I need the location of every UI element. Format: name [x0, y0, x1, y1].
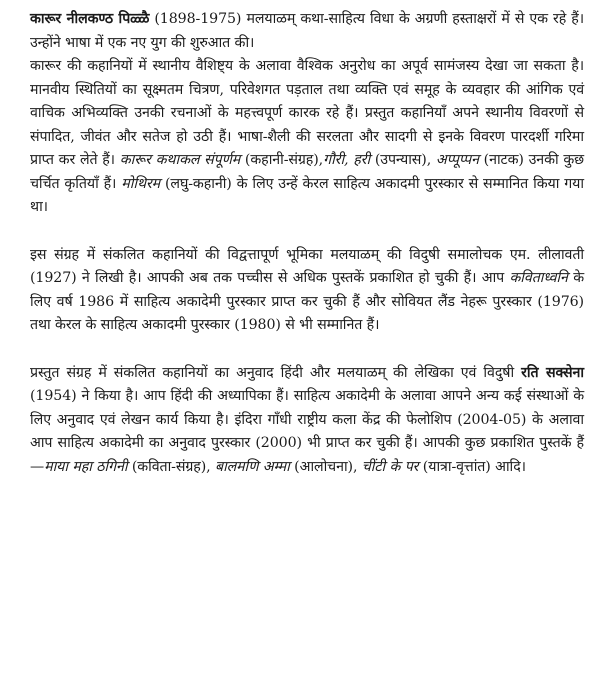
translator-text-c: (कविता-संग्रह), — [127, 458, 215, 475]
translator-text-a: प्रस्तुत संग्रह में संकलित कहानियों का अनुवाद हिंदी और मलयाळम् की लेखिका एवं विदुषी — [30, 364, 522, 381]
author-intro-text: (1898-1975) मलयाळम् कथा-साहित्य विधा के अग्रणी हस्ताक्षरों में से एक रहे हैं। उन्होंने भाषा में एक नए युग की शुरुआत की। — [30, 11, 584, 51]
work-title-novels: गौरी, हरी — [323, 152, 371, 168]
works-text-c: (उपन्यास), — [370, 152, 436, 168]
work-title-balamani-amma: बालमणि अम्मा — [214, 458, 290, 475]
paragraph-translator — [30, 362, 584, 480]
work-title-short-story: मोथिरम — [121, 175, 161, 192]
intro-writer-text-a: इस संग्रह में संकलित कहानियों की विद्वत्तापूर्ण भूमिका मलयाळम् की विदुषी समालोचक एम. लीलावती (1927) ने लिखी है। आपकी अब तक पच्चीस से अधिक पुस्तकें प्रकाशित हो चुकी हैं। आप — [30, 246, 584, 286]
works-text-b: (कहानी-संग्रह), — [240, 152, 324, 168]
work-title-chinti-ke-par: चींटी के पर — [361, 458, 419, 475]
translator-text-e: (यात्रा-वृत्तांत) आदि। — [418, 458, 526, 475]
intro-writer-text-b: के लिए वर्ष 1986 में साहित्य अकादेमी पुरस्कार प्राप्त कर चुकी हैं और सोवियत लैंड नेहरू पुरस्कार (1976) तथा केरल के साहित्य अकादमी पुरस्कार (1980) से भी सम्मानित हैं। — [30, 270, 584, 333]
work-title-story-collection: कारूर कथाकल संपूर्णम — [119, 152, 241, 168]
work-title-kavitadhvani: कविताध्वनि — [509, 270, 568, 286]
paragraph-author-intro — [30, 8, 584, 55]
translator-text-b: (1954) ने किया है। आप हिंदी की अध्यापिका हैं। साहित्य अकादेमी के अलावा आपने अन्य कई संस्थाओं के लिए अनुवाद एवं लेखन कार्य किया है। इंदिरा गाँधी राष्ट्रीय कला केंद्र की फेलोशिप (2004-05) के अलावा आप साहित्य अकादेमी का अनुवाद पुरस्कार (2000) भी प्राप्त कर चुकी हैं। आपकी कुछ प्रकाशित पुस्तकें हैं— — [30, 388, 584, 475]
work-title-maya-maha-thagini: माया महा ठगिनी — [44, 458, 128, 475]
paragraph-introduction-writer — [30, 244, 584, 338]
paragraph-author-works — [30, 55, 584, 220]
translator-name: रति सक्सेना — [521, 364, 584, 381]
work-title-play: अप्पूप्पन — [435, 152, 479, 168]
works-text-e: (लघु-कहानी) के लिए उन्हें केरल साहित्य अकादमी पुरस्कार से सम्मानित किया गया था। — [30, 175, 584, 215]
translator-text-d: (आलोचना), — [289, 458, 362, 475]
works-text-a: कारूर की कहानियों में स्थानीय वैशिष्ट्य के अलावा वैश्विक अनुरोध का अपूर्व सामंजस्य देखा जा सकता है। मानवीय स्थितियों का सूक्ष्मतम चित्रण, परिवेशगत पड़ताल तथा व्यक्ति एवं समूह के व्यवहार की आंगिक एवं वाचिक अभिव्यक्ति उनकी रचनाओं के महत्त्वपूर्ण कारक रहे हैं। प्रस्तुत कहानियाँ अपने स्थानीय विवरणों से संपादित, जीवंत और सतेज हो उठी हैं। भाषा-शैली की सरलता और सादगी से इनके विवरण पारदर्शी गरिमा प्राप्त कर लेते हैं। — [30, 58, 584, 168]
author-name: कारूर नीलकण्ठ पिळ्ळै — [30, 11, 150, 27]
works-text-d: (नाटक) उनकी कुछ चर्चित कृतियाँ हैं। — [30, 152, 584, 192]
